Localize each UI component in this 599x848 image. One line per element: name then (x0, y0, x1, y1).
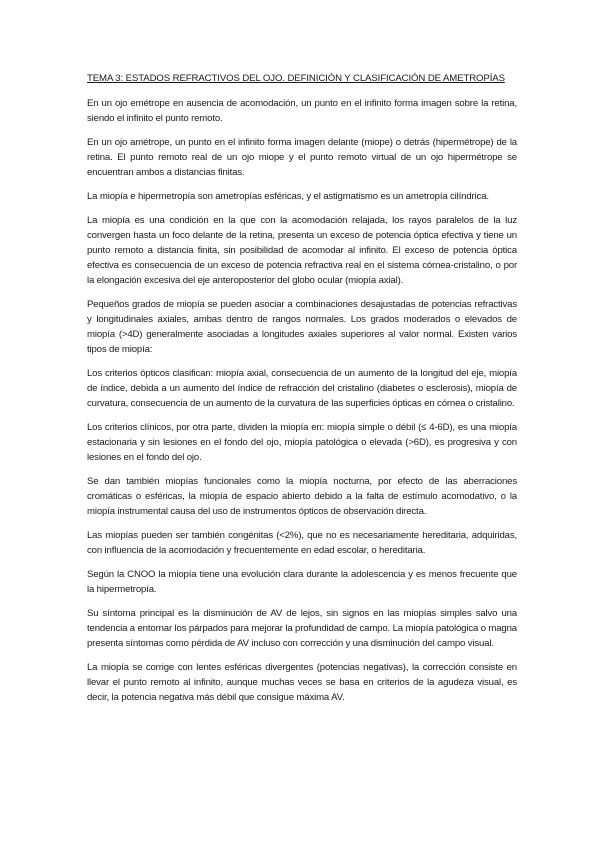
paragraph-functional-myopia: Se dan también miopías funcionales como la miopía nocturna, por efecto de las aberraciones cromáticas o esféricas, la miopía de espacio abierto debido a la falta de estímulo acomodativo, o la miopía instrumental causa del uso de instrumentos ópticos de observación directa. (87, 476, 517, 517)
paragraph-myopia-grades: Pequeños grados de miopía se pueden asociar a combinaciones desajustadas de potencias refractivas y longitudinales axiales, ambas dentro de rangos normales. Los grados moderados o elevados de miopía (>4D) generalmente asociadas a longitudes axiales superiores al valor normal. Existen varios tipos de miopía: (87, 299, 517, 355)
paragraph-symptoms: Su síntoma principal es la disminución de AV de lejos, sin signos en las miopías simples salvo una tendencia a entornar los párpados para mejorar la profundidad de campo. La miopía patológica o magna presenta síntomas como pérdida de AV incluso con corrección y una disminución del campo visual. (87, 608, 517, 649)
document-title: TEMA 3: ESTADOS REFRACTIVOS DEL OJO. DEFINICIÓN Y CLASIFICACIÓN DE AMETROPÍAS (87, 73, 505, 84)
paragraph-cnoo: Según la CNOO la miopía tiene una evolución clara durante la adolescencia y es menos frecuente que la hipermetropía. (87, 569, 517, 595)
paragraph-myopia-definition: La miopía es una condición en la que con la acomodación relajada, los rayos paralelos de la luz convergen hasta un foco delante de la retina, presenta un exceso de potencia óptica efectiva y tiene un punto remoto a distancia finita, sin posibilidad de acomodar al infinito. El exceso de potencia óptica efectiva es consecuencia de un exceso de potencia refractiva real en el sistema córnea-cristalino, o por la elongación excesiva del eje anteroposterior del globo ocular (miopía axial). (87, 215, 517, 286)
paragraph-spherical-cylindrical: La miopía e hipermetropía son ametropías esféricas, y el astigmatismo es un ametropía cilíndrica. (87, 191, 489, 202)
paragraph-clinical-criteria: Los criterios clínicos, por otra parte, dividen la miopía en: miopía simple o débil (≤ 4-6D), es una miopía estacionaria y sin lesiones en el fondo del ojo, miopía patológica o elevada (>6D), es progresiva y con lesiones en el fondo del ojo. (87, 422, 517, 463)
paragraph-correction: La miopía se corrige con lentes esféricas divergentes (potencias negativas), la corrección consiste en llevar el punto remoto al infinito, aunque muchas veces se basa en criterios de la agudeza visual, es decir, la potencia negativa más débil que consigue máxima AV. (87, 662, 517, 703)
paragraph-optical-criteria: Los criterios ópticos clasifican: miopía axial, consecuencia de un aumento de la longitud del eje, miopía de índice, debida a un aumento del índice de refracción del cristalino (diabetes o esclerosis), miopía de curvatura, consecuencia de un aumento de la curvatura de las superficies ópticas en córnea o cristalino. (87, 368, 517, 409)
paragraph-ametrope: En un ojo amétrope, un punto en el infinito forma imagen delante (miope) o detrás (hipermétrope) de la retina. El punto remoto real de un ojo miope y el punto remoto virtual de un ojo hipermétrope se encuentran ambos a distancias finitas. (87, 137, 517, 178)
paragraph-congenital-myopia: Las miopías pueden ser también congénitas (<2%), que no es necesariamente hereditaria, adquiridas, con influencia de la acomodación y frecuentemente en edad escolar, o hereditaria. (87, 530, 517, 556)
paragraph-emetrope: En un ojo emétrope en ausencia de acomodación, un punto en el infinito forma imagen sobre la retina, siendo el infinito el punto remoto. (87, 98, 517, 124)
